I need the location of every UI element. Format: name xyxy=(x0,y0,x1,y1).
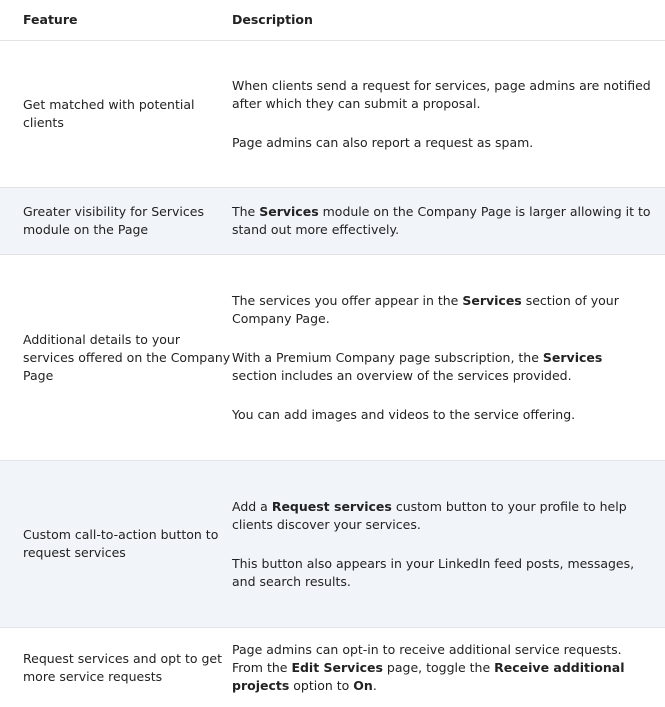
text-run: The services you offer appear in the xyxy=(232,292,463,308)
feature-cell: Custom call-to-action button to request services xyxy=(23,527,219,560)
text-run: The xyxy=(232,204,260,219)
description-cell xyxy=(232,292,665,424)
text-run: When clients send a request for services, page admins are notified after which they can submit a proposal. xyxy=(232,77,651,111)
bold-term: Edit Services xyxy=(291,659,383,675)
text-run: section includes an overview of the services provided. xyxy=(232,367,572,383)
feature-cell: Request services and opt to get more service requests xyxy=(23,650,223,684)
text-run: Page admins can opt-in to receive additional service requests. From the xyxy=(232,641,622,675)
description-cell xyxy=(232,77,665,152)
text-run: This button also appears in your LinkedIn feed posts, messages, and search results. xyxy=(232,555,635,589)
description-cell xyxy=(232,498,665,591)
description-paragraph xyxy=(232,555,651,591)
description-paragraph xyxy=(232,406,651,424)
feature-column-header: Feature xyxy=(23,12,78,27)
text-run: Add a xyxy=(232,498,272,514)
bold-term: Services xyxy=(542,349,603,365)
bold-term: On xyxy=(353,677,373,693)
description-paragraph xyxy=(232,349,651,385)
text-run: With a Premium Company page subscription, the xyxy=(232,349,543,365)
table-row xyxy=(0,255,665,461)
table-row xyxy=(0,41,665,188)
table-row xyxy=(0,188,665,255)
text-run: custom button to your profile to help clients discover your services. xyxy=(232,498,627,532)
feature-cell: Additional details to your services offered on the Company Page xyxy=(23,331,231,383)
description-cell xyxy=(232,641,665,695)
description-paragraph xyxy=(232,77,651,113)
text-run: page, toggle the xyxy=(382,659,495,675)
text-run: You can add images and videos to the service offering. xyxy=(232,406,576,422)
description-paragraph xyxy=(232,498,651,534)
text-run: option to xyxy=(289,677,354,693)
text-run: section of your Company Page. xyxy=(232,292,619,326)
bold-term: Receive additional projects xyxy=(232,659,625,693)
table-header-row xyxy=(0,0,665,41)
feature-cell: Greater visibility for Services module on the Page xyxy=(23,204,204,237)
text-run: Page admins can also report a request as spam. xyxy=(232,134,534,150)
text-run: . xyxy=(372,677,377,693)
feature-cell: Get matched with potential clients xyxy=(23,97,195,130)
description-paragraph xyxy=(232,641,651,695)
description-paragraph xyxy=(232,292,651,328)
description-column-header: Description xyxy=(232,12,313,27)
bold-term: Services xyxy=(462,292,522,308)
description-paragraph xyxy=(232,134,651,152)
bold-term: Services xyxy=(259,204,319,219)
table-row xyxy=(0,628,665,707)
text-run: module on the Company Page is larger allowing it to stand out more effectively. xyxy=(232,204,651,237)
description-cell xyxy=(232,203,665,239)
description-paragraph xyxy=(232,203,651,239)
table-row xyxy=(0,461,665,628)
bold-term: Request services xyxy=(271,498,392,514)
